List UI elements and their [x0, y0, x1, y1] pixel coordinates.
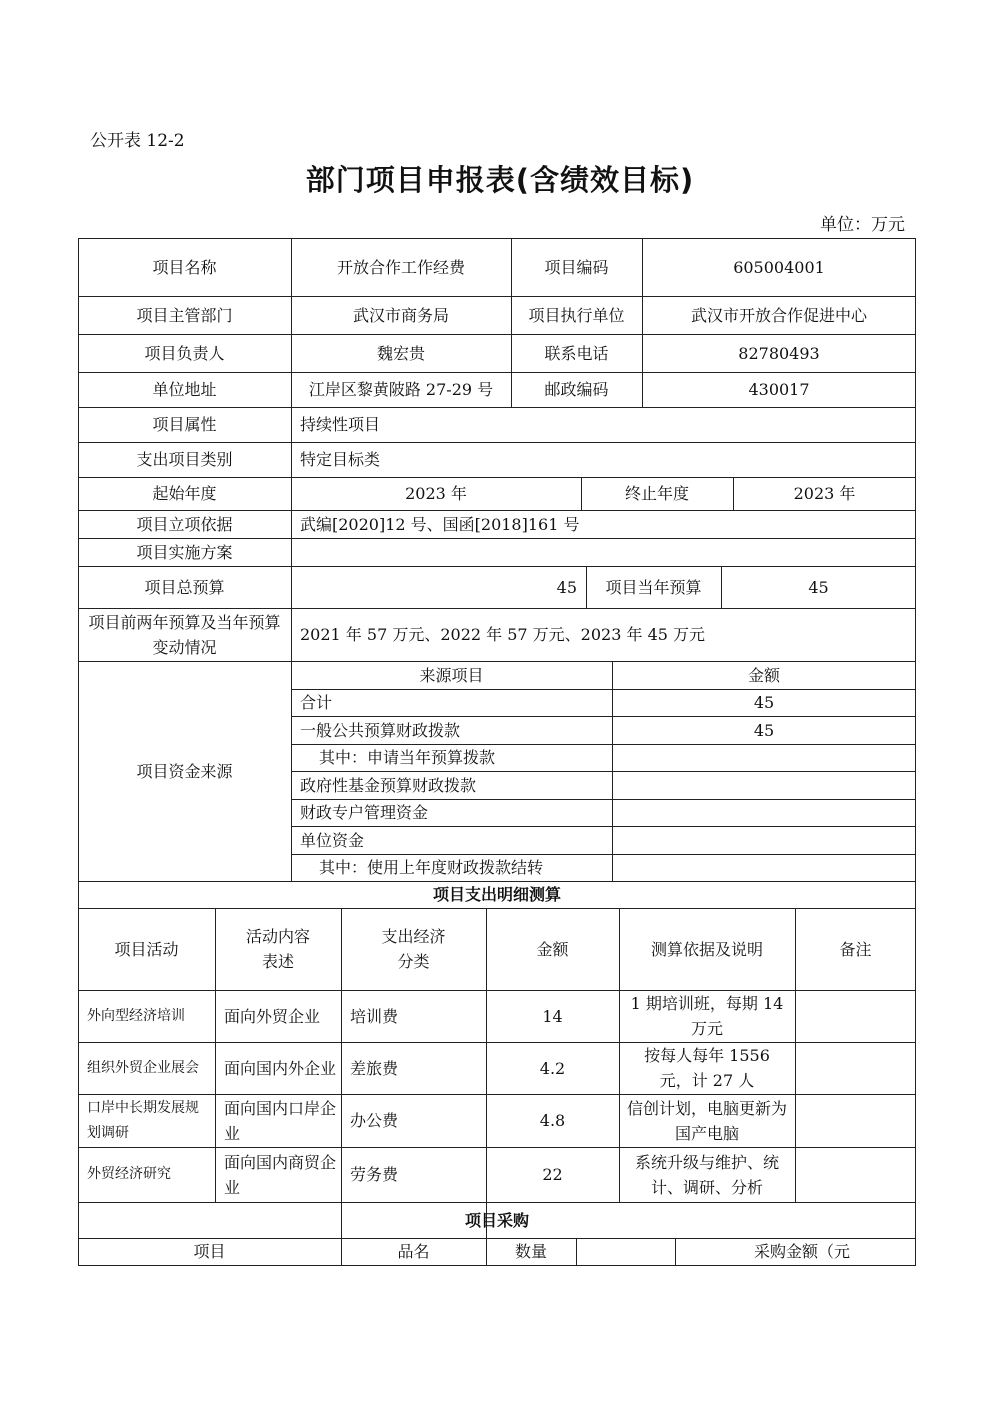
value-budget-history: 2021 年 57 万元、2022 年 57 万元、2023 年 45 万元 — [300, 625, 706, 644]
label-postcode: 邮政编码 — [544, 380, 609, 399]
value-end-year: 2023 年 — [793, 484, 856, 503]
page-title: 部门项目申报表(含绩效目标) — [305, 163, 695, 197]
detail-section-title: 项目支出明细测算 — [432, 885, 561, 904]
detail-note — [795, 990, 916, 1042]
detail-amount: 22 — [542, 1165, 563, 1184]
detail-content: 面向外贸企业 — [224, 1006, 321, 1026]
value-exec-unit: 武汉市开放合作促进中心 — [690, 305, 867, 325]
detail-activity: 组织外贸企业展会 — [87, 1059, 199, 1076]
detail-econ: 劳务费 — [350, 1165, 399, 1184]
label-total-budget: 项目总预算 — [144, 577, 225, 597]
value-start-year: 2023 年 — [405, 484, 467, 503]
procurement-header: 项目 — [193, 1242, 226, 1261]
detail-amount: 4.8 — [539, 1111, 566, 1130]
detail-econ: 办公费 — [350, 1111, 399, 1130]
detail-header: 金额 — [536, 939, 569, 959]
funding-source: 财政专户管理资金 — [300, 803, 429, 822]
label-project-name: 项目名称 — [152, 257, 217, 277]
value-dept: 武汉市商务局 — [352, 305, 449, 325]
detail-econ: 差旅费 — [350, 1058, 399, 1078]
detail-header: 活动内容表述 — [245, 927, 310, 971]
procurement-header: 采购金额（元 — [753, 1242, 850, 1261]
procurement-header: 品名 — [397, 1242, 430, 1261]
unit-label: 单位：万元 — [820, 215, 905, 235]
procurement-header: 数量 — [514, 1242, 547, 1261]
value-attribute: 持续性项目 — [300, 415, 381, 434]
value-project-name: 开放合作工作经费 — [336, 257, 465, 277]
value-total-budget: 45 — [556, 577, 577, 597]
funding-source: 合计 — [300, 693, 333, 712]
value-postcode: 430017 — [748, 380, 810, 399]
detail-activity: 外向型经济培训 — [87, 1007, 185, 1024]
application-table — [78, 238, 916, 1266]
value-leader: 魏宏贵 — [376, 343, 425, 363]
procurement-section-title: 项目采购 — [464, 1210, 529, 1230]
rule — [78, 1265, 916, 1266]
value-current-budget: 45 — [808, 577, 829, 597]
funding-col-source: 来源项目 — [419, 665, 484, 685]
funding-source: 其中：申请当年预算拨款 — [319, 748, 496, 767]
detail-amount: 14 — [542, 1006, 563, 1026]
detail-basis: 信创计划，电脑更新为国产电脑 — [627, 1098, 788, 1143]
detail-econ: 培训费 — [350, 1006, 399, 1026]
funding-amount: 45 — [753, 693, 775, 712]
value-category: 特定目标类 — [300, 450, 381, 469]
value-plan — [291, 538, 916, 566]
table-id: 公开表 12-2 — [90, 131, 185, 151]
detail-header: 项目活动 — [114, 939, 179, 959]
label-project-code: 项目编码 — [544, 257, 609, 277]
detail-activity: 口岸中长期发展规划调研 — [87, 1099, 199, 1141]
label-exec-unit: 项目执行单位 — [528, 305, 625, 325]
funding-amount — [612, 744, 916, 771]
label-attribute: 项目属性 — [152, 415, 217, 434]
label-start-year: 起始年度 — [152, 484, 217, 503]
detail-note — [795, 1147, 916, 1202]
label-dept: 项目主管部门 — [136, 305, 233, 325]
label-budget-history: 项目前两年预算及当年预算变动情况 — [88, 612, 281, 657]
value-phone: 82780493 — [738, 343, 820, 363]
funding-amount: 45 — [753, 720, 775, 740]
detail-activity: 外贸经济研究 — [87, 1166, 171, 1182]
detail-content: 面向国内外企业 — [224, 1058, 337, 1078]
funding-amount — [612, 826, 916, 854]
label-plan: 项目实施方案 — [136, 542, 233, 562]
funding-source: 其中：使用上年度财政拨款结转 — [319, 858, 544, 877]
procurement-header — [576, 1238, 675, 1265]
label-leader: 项目负责人 — [144, 343, 225, 363]
label-address: 单位地址 — [152, 380, 217, 399]
funding-source: 一般公共预算财政拨款 — [300, 720, 461, 740]
detail-header: 支出经济分类 — [381, 927, 446, 971]
funding-amount — [612, 799, 916, 826]
value-project-code: 605004001 — [733, 257, 825, 277]
funding-col-amount: 金额 — [747, 665, 780, 685]
detail-header: 测算依据及说明 — [650, 939, 763, 959]
detail-header: 备注 — [839, 939, 872, 959]
funding-source: 政府性基金预算财政拨款 — [300, 775, 477, 795]
label-current-budget: 项目当年预算 — [605, 577, 702, 597]
detail-note — [795, 1094, 916, 1147]
detail-basis: 系统升级与维护、统计、调研、分析 — [634, 1152, 779, 1197]
detail-amount: 4.2 — [539, 1058, 566, 1078]
funding-amount — [612, 854, 916, 881]
funding-source: 单位资金 — [300, 830, 365, 850]
value-basis: 武编[2020]12 号、国函[2018]161 号 — [300, 514, 580, 534]
detail-basis: 1 期培训班，每期 14 万元 — [630, 994, 784, 1038]
funding-amount — [612, 771, 916, 799]
label-end-year: 终止年度 — [624, 484, 689, 503]
detail-content: 面向国内口岸企业 — [224, 1098, 337, 1143]
label-funding-source: 项目资金来源 — [136, 761, 233, 781]
detail-content: 面向国内商贸企业 — [224, 1152, 337, 1197]
label-category: 支出项目类别 — [136, 450, 233, 469]
value-address: 江岸区黎黄陂路 27-29 号 — [308, 380, 494, 399]
detail-basis: 按每人每年 1556 元，计 27 人 — [644, 1046, 770, 1090]
label-basis: 项目立项依据 — [136, 514, 233, 534]
label-phone: 联系电话 — [544, 343, 609, 363]
detail-note — [795, 1042, 916, 1094]
